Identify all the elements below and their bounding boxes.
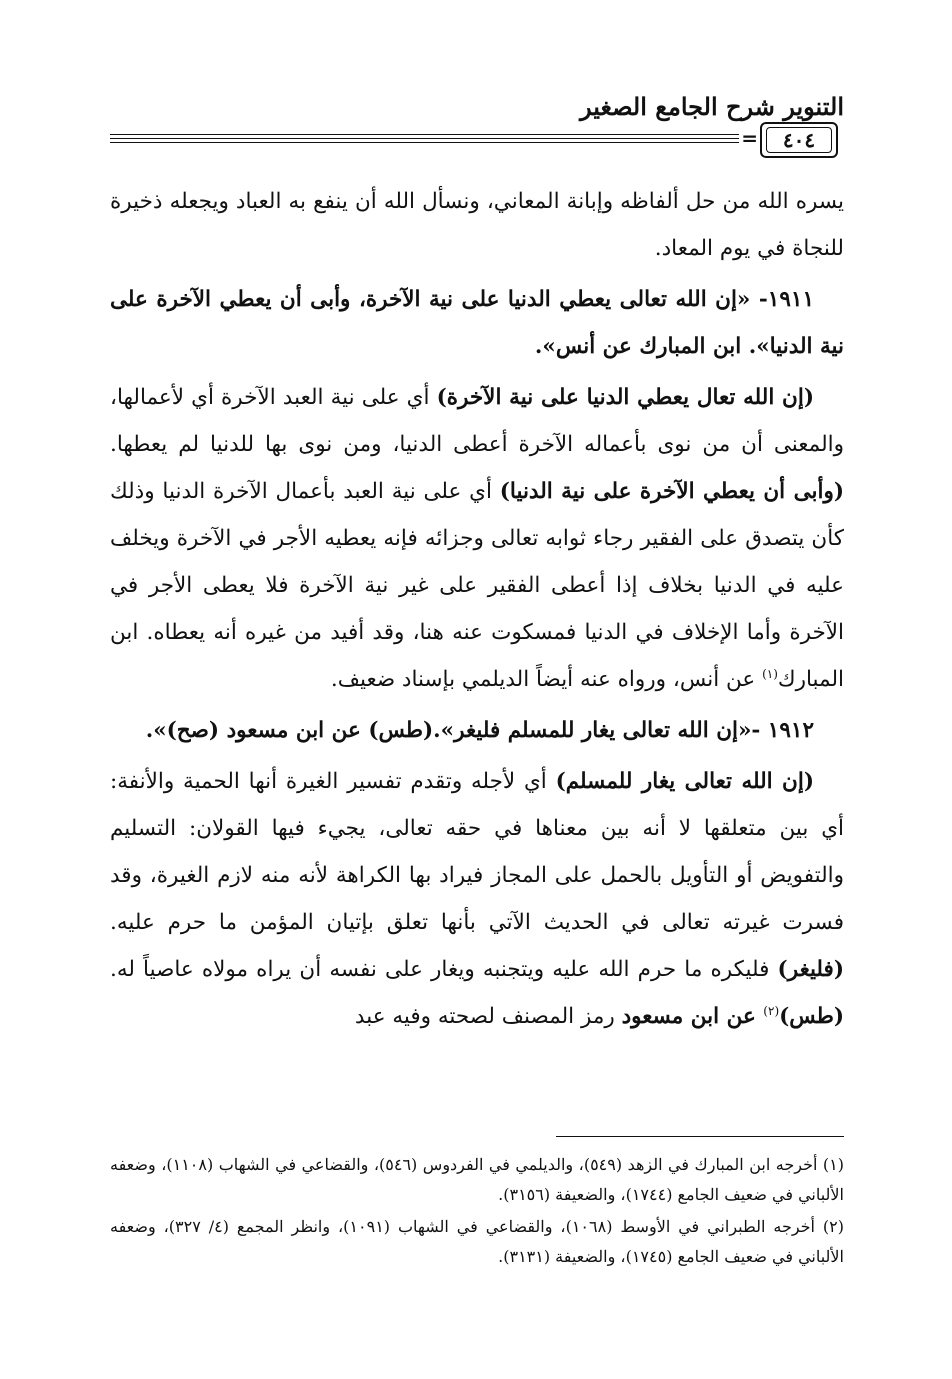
commentary-text: عن أنس، ورواه عنه أيضاً الديلمي بإسناد ضعيف.: [330, 667, 763, 692]
header-rule: [110, 138, 752, 139]
quoted-phrase: (إن الله تعال يعطي الدنيا على نية الآخرة): [436, 385, 814, 410]
hadith-1912: ١٩١٢ -«إن الله تعالى يغار للمسلم فليغر».(طس) عن ابن مسعود (صح)».: [145, 718, 814, 743]
footnote-2: (٢) أخرجه الطبراني في الأوسط (١٠٦٨)، والقضاعي في الشهاب (١٠٩١)، وانظر المجمع (٤/ ٣٢٧)، وضعفه الألباني في ضعيف الجامع (١٧٤٥)، والضعيفة (٣١٣١).: [110, 1217, 845, 1266]
header-rule: [110, 134, 752, 135]
commentary-text: أي لأجله وتقدم تفسير الغيرة أنها الحمية والأنفة: أي بين متعلقها لا أنه بين معناها في حقه تعالى، يجيء فيها القولان: التسليم والتفويض أو التأويل بالحمل على المجاز فيراد بها الكراهة لأنه منه لازم الغيرة، وقد فسرت غيرته تعالى في الحديث الآتي بأنها تعلق بإتيان المؤمن ما حرم عليه.: [110, 769, 844, 935]
commentary-text: فليكره ما حرم الله عليه ويتجنبه ويغار على نفسه أن يراه مولاه عاصياً له.: [110, 957, 778, 982]
commentary-1911: [110, 374, 844, 703]
footnote-separator: [556, 1136, 844, 1137]
commentary-1912: [110, 758, 844, 1040]
commentary-text: أي على نية العبد بأعمال الآخرة الدنيا وذلك كأن يتصدق على الفقير رجاء ثوابه تعالى وجزائه فإنه يعطيه الأجر في الآخرة ويخلف عليه في الدنيا بخلاف إذا أعطى الفقير على غير نية الآخرة فلا يعطى الأجر في الآخرة وأما الإخلاف في الدنيا فمسكوت عنه هنا، وقد أفيد من غيره أنه يعطاه. ابن المبارك: [110, 479, 844, 692]
commentary-text: أي على نية العبد الآخرة أي لأعمالها، والمعنى أن من نوى بأعماله الآخرة أعطى الدنيا، ومن نوى بها للدنيا لم يعطها.: [110, 385, 844, 457]
running-title: التنوير شرح الجامع الصغير: [580, 92, 844, 121]
quoted-phrase: (فليغر): [777, 957, 844, 982]
source-code: (طس): [779, 1004, 844, 1029]
body-text: [110, 178, 844, 1044]
page-number-box: [760, 122, 838, 158]
footnote-marker[interactable]: (٢): [763, 1003, 780, 1018]
hadith-1911: ١٩١١- «إن الله تعالى يعطي الدنيا على نية الآخرة، وأبى أن يعطي الآخرة على نية الدنيا». ابن المبارك عن أنس».: [110, 287, 844, 359]
page-number: ٤٠٤: [782, 128, 816, 152]
equals-mark: =: [741, 126, 758, 150]
footnote-1: (١) أخرجه ابن المبارك في الزهد (٥٤٩)، والديلمي في الفردوس (٥٤٦)، والقضاعي في الشهاب (١١٠٨)، وضعفه الألباني في ضعيف الجامع (١٧٤٤)، والضعيفة (٣١٥٦).: [110, 1155, 844, 1204]
commentary-text: رمز المصنف لصحته وفيه عبد: [354, 1004, 622, 1029]
paragraph-intro: يسره الله من حل ألفاظه وإبانة المعاني، ونسأل الله أن ينفع به العباد ويجعله ذخيرة للنجاة في يوم المعاد.: [110, 189, 844, 261]
header-rule: [110, 142, 752, 143]
quoted-phrase: (إن الله تعالى يغار للمسلم): [555, 769, 814, 794]
narrator-name: عن ابن مسعود: [621, 1004, 764, 1029]
footnotes: [110, 1150, 844, 1274]
page-header: [110, 88, 844, 168]
quoted-phrase: (وأبى أن يعطي الآخرة على نية الدنيا): [499, 479, 845, 504]
footnote-marker[interactable]: (١): [762, 666, 778, 681]
